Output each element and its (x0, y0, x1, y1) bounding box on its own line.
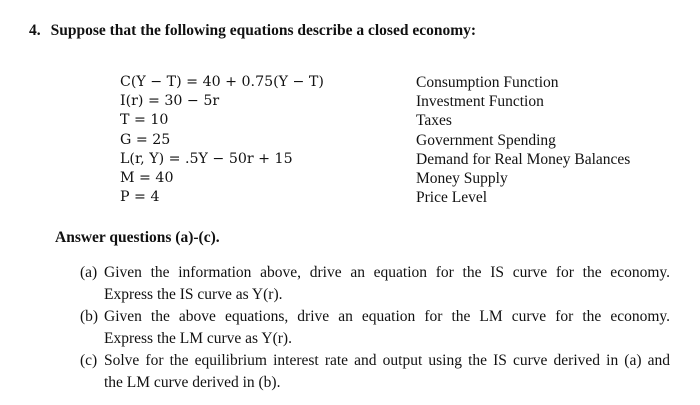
equation-row (120, 189, 680, 208)
equation-row (120, 151, 680, 170)
question-part-b (80, 306, 670, 350)
part-label: (b) (80, 308, 99, 325)
part-text-line: Express the IS curve as Y(r). (104, 286, 283, 303)
equation-taxes: T = 10 (120, 112, 169, 129)
equation-money-demand: L(r, Y) = .5Y − 50r + 15 (120, 150, 293, 167)
equation-row (120, 112, 680, 131)
part-text-line: Solve for the equilibrium interest rate and output using the IS curve derived in (a) and (104, 352, 670, 369)
equation-consumption: C(Y − T) = 40 + 0.75(Y − T) (120, 74, 324, 90)
part-text-line: Given the above equations, drive an equation for the LM curve for the economy. (104, 308, 670, 325)
equation-list (120, 74, 680, 208)
part-label: (c) (80, 352, 98, 369)
question-part-c (80, 350, 670, 394)
part-label: (a) (80, 264, 98, 281)
equation-description: Demand for Real Money Balances (416, 150, 631, 168)
equation-row (120, 170, 680, 189)
equation-government: G = 25 (120, 131, 171, 148)
equation-investment: I(r) = 30 − 5r (120, 93, 220, 110)
equation-row (120, 74, 680, 93)
question-parts (80, 262, 670, 394)
question-heading (29, 22, 476, 40)
equation-price-level: P = 4 (120, 189, 160, 206)
equation-money-supply: M = 40 (120, 169, 174, 186)
question-number: 4. (29, 22, 41, 39)
question-title: Suppose that the following equations describe a closed economy: (50, 22, 477, 39)
equation-description: Consumption Function (416, 74, 559, 91)
equation-description: Price Level (416, 189, 488, 207)
question-part-a (80, 262, 670, 306)
equation-row (120, 93, 680, 112)
part-text-line: the LM curve derived in (b). (104, 374, 281, 391)
part-text-line: Given the information above, drive an equation for the IS curve for the economy. (104, 264, 670, 281)
equation-row (120, 132, 680, 151)
equation-description: Government Spending (416, 131, 556, 149)
equation-description: Taxes (416, 112, 452, 130)
equation-description: Money Supply (416, 169, 508, 187)
equation-description: Investment Function (416, 93, 544, 111)
answer-heading: Answer questions (a)-(c). (55, 229, 220, 246)
part-text-line: Express the LM curve as Y(r). (104, 330, 292, 347)
